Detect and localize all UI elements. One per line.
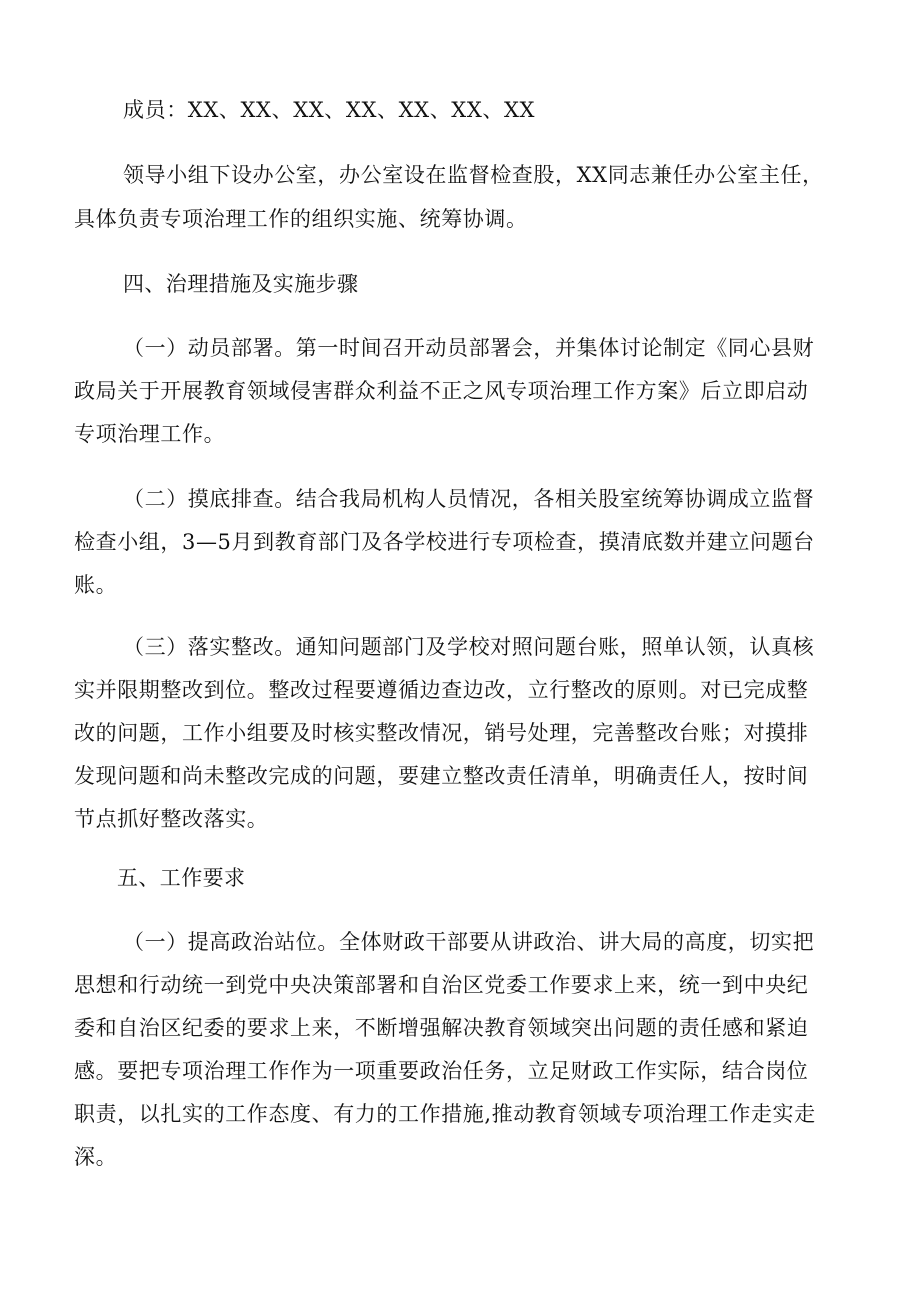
- step-rectification-line: 实并限期整改到位。整改过程要遵循边查边改，立行整改的原则。对已完成整: [74, 678, 809, 702]
- step-investigation-line: （二）摸底排查。结合我局机构人员情况，各相关股室统筹协调成立监督: [123, 487, 815, 511]
- requirement-political-line: 深。: [74, 1145, 118, 1169]
- step-mobilization-line: 专项治理工作。: [74, 422, 226, 446]
- office-paragraph-line: 具体负责专项治理工作的组织实施、统筹协调。: [74, 207, 528, 231]
- requirement-political-line: 委和自治区纪委的要求上来，不断增强解决教育领域突出问题的责任感和紧迫: [74, 1016, 809, 1040]
- step-investigation-line: 检查小组，3—5月到教育部门及各学校进行专项检查，摸清底数并建立问题台: [74, 530, 815, 554]
- requirement-political-line: （一）提高政治站位。全体财政干部要从讲政治、讲大局的高度，切实把: [123, 930, 815, 954]
- step-rectification-line: 节点抓好整改落实。: [74, 807, 269, 831]
- requirement-political-line: 职责，以扎实的工作态度、有力的工作措施,推动教育领域专项治理工作走实走: [74, 1102, 816, 1126]
- step-mobilization-line: （一）动员部署。第一时间召开动员部署会，并集体讨论制定《同心县财: [123, 336, 815, 360]
- step-rectification-line: （三）落实整改。通知问题部门及学校对照问题台账，照单认领，认真核: [123, 635, 815, 659]
- members-line: 成员：XX、XX、XX、XX、XX、XX、XX: [123, 98, 536, 122]
- step-rectification-line: 发现问题和尚未整改完成的问题，要建立整改责任清单，明确责任人，按时间: [74, 764, 809, 788]
- step-mobilization-line: 政局关于开展教育领域侵害群众利益不正之风专项治理工作方案》后立即启动: [74, 379, 809, 403]
- step-rectification-line: 改的问题，工作小组要及时核实整改情况，销号处理，完善整改台账；对摸排: [74, 721, 809, 745]
- section-four-heading: 四、治理措施及实施步骤: [123, 272, 359, 296]
- office-paragraph-line: 领导小组下设办公室，办公室设在监督检查股，XX同志兼任办公室主任，: [123, 163, 824, 187]
- section-five-heading: 五、工作要求: [117, 866, 246, 890]
- step-investigation-line: 账。: [74, 573, 118, 597]
- requirement-political-line: 感。要把专项治理工作作为一项重要政治任务，立足财政工作实际，结合岗位: [74, 1059, 809, 1083]
- requirement-political-line: 思想和行动统一到党中央决策部署和自治区党委工作要求上来，统一到中央纪: [74, 973, 809, 997]
